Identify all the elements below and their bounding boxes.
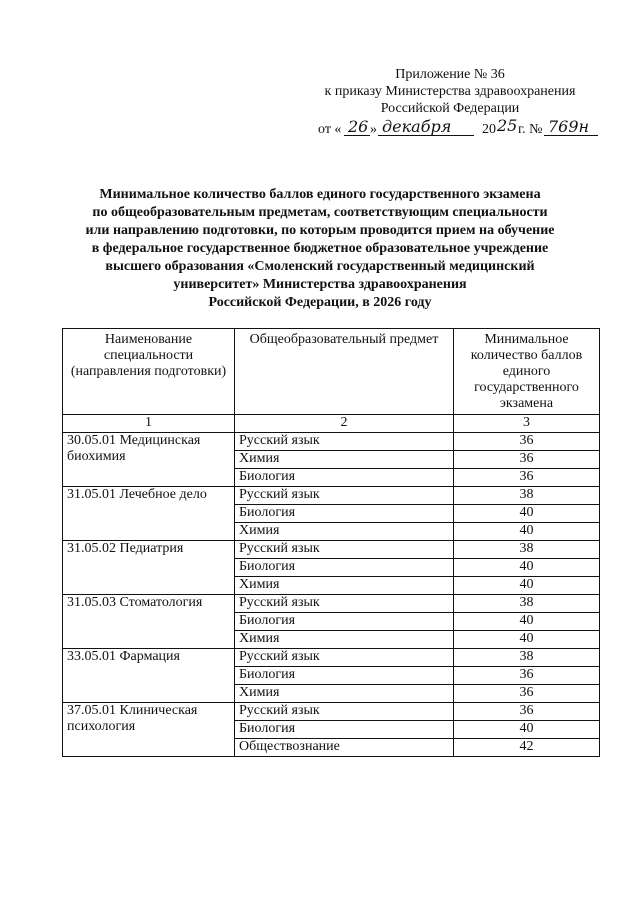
subject-name: Химия <box>235 631 454 649</box>
subject-name: Русский язык <box>235 487 454 505</box>
subject-name: Биология <box>235 505 454 523</box>
min-score-value: 36 <box>454 433 600 451</box>
subject-name: Биология <box>235 667 454 685</box>
header-min-score: Минимальное количество баллов единого государственного экзамена <box>454 329 600 415</box>
appendix-federation: Российской Федерации <box>380 101 520 116</box>
min-score-value: 40 <box>454 559 600 577</box>
header-subject: Общеобразовательный предмет <box>235 329 454 415</box>
min-score-value: 38 <box>454 487 600 505</box>
specialty-name: 30.05.01 Медицинская биохимия <box>63 433 235 487</box>
min-score-value: 38 <box>454 649 600 667</box>
table-row <box>63 433 600 451</box>
appendix-order-ref: к приказу Министерства здравоохранения <box>324 84 576 99</box>
min-score-value: 38 <box>454 541 600 559</box>
subject-name: Биология <box>235 613 454 631</box>
appendix-number: Приложение № 36 <box>395 67 505 82</box>
subject-name: Химия <box>235 523 454 541</box>
title-line: университет» Министерства здравоохранения <box>173 277 467 292</box>
min-score-value: 40 <box>454 721 600 739</box>
min-score-value: 40 <box>454 523 600 541</box>
min-score-value: 36 <box>454 703 600 721</box>
title-line: Российской Федерации, в 2026 году <box>208 295 432 310</box>
table-header-row <box>63 329 600 415</box>
subject-name: Русский язык <box>235 703 454 721</box>
date-month-handwritten: декабря <box>382 117 452 136</box>
subject-name: Биология <box>235 469 454 487</box>
min-score-value: 38 <box>454 595 600 613</box>
min-score-value: 36 <box>454 685 600 703</box>
subject-name: Русский язык <box>235 649 454 667</box>
min-score-value: 36 <box>454 469 600 487</box>
title-line: в федеральное государственное бюджетное образовательное учреждение <box>91 241 549 256</box>
title-line: Минимальное количество баллов единого государственного экзамена <box>99 187 541 202</box>
title-line: по общеобразовательным предметам, соответствующим специальности <box>92 205 548 220</box>
min-score-value: 36 <box>454 451 600 469</box>
min-score-value: 40 <box>454 505 600 523</box>
min-score-value: 42 <box>454 739 600 757</box>
document-title <box>62 186 578 312</box>
subject-name: Биология <box>235 559 454 577</box>
order-number-handwritten: 769н <box>548 117 590 136</box>
date-year-handwritten: 25 <box>497 116 518 135</box>
specialty-name: 31.05.01 Лечебное дело <box>63 487 235 541</box>
min-score-value: 36 <box>454 667 600 685</box>
order-date-line <box>300 118 600 140</box>
date-year-prefix: 20 <box>482 122 496 137</box>
column-number: 1 <box>63 415 235 433</box>
column-number-row <box>63 415 600 433</box>
date-month-underline <box>378 135 474 136</box>
date-mid: » <box>370 122 377 137</box>
table-row <box>63 703 600 721</box>
order-number-underline <box>544 135 598 136</box>
min-score-value: 40 <box>454 631 600 649</box>
appendix-block <box>300 66 600 140</box>
min-score-value: 40 <box>454 613 600 631</box>
date-day-underline <box>344 135 370 136</box>
column-number: 3 <box>454 415 600 433</box>
min-score-value: 40 <box>454 577 600 595</box>
table-row <box>63 595 600 613</box>
header-specialty: Наименование специальности (направления подготовки) <box>63 329 235 415</box>
subject-name: Биология <box>235 721 454 739</box>
specialty-name: 37.05.01 Клиническая психология <box>63 703 235 757</box>
subject-name: Русский язык <box>235 541 454 559</box>
title-line: высшего образования «Смоленский государственный медицинский <box>105 259 535 274</box>
date-prefix: от « <box>318 122 342 137</box>
specialty-name: 31.05.03 Стоматология <box>63 595 235 649</box>
column-number: 2 <box>235 415 454 433</box>
subject-name: Химия <box>235 685 454 703</box>
exam-scores-table <box>62 328 600 757</box>
table-row <box>63 541 600 559</box>
subject-name: Русский язык <box>235 595 454 613</box>
subject-name: Химия <box>235 451 454 469</box>
specialty-name: 33.05.01 Фармация <box>63 649 235 703</box>
date-year-suffix: г. № <box>518 122 543 137</box>
subject-name: Химия <box>235 577 454 595</box>
table-row <box>63 487 600 505</box>
title-line: или направлению подготовки, по которым проводится прием на обучение <box>85 223 555 238</box>
table-row <box>63 649 600 667</box>
subject-name: Русский язык <box>235 433 454 451</box>
specialty-name: 31.05.02 Педиатрия <box>63 541 235 595</box>
subject-name: Обществознание <box>235 739 454 757</box>
date-day-handwritten: 26 <box>348 117 369 136</box>
